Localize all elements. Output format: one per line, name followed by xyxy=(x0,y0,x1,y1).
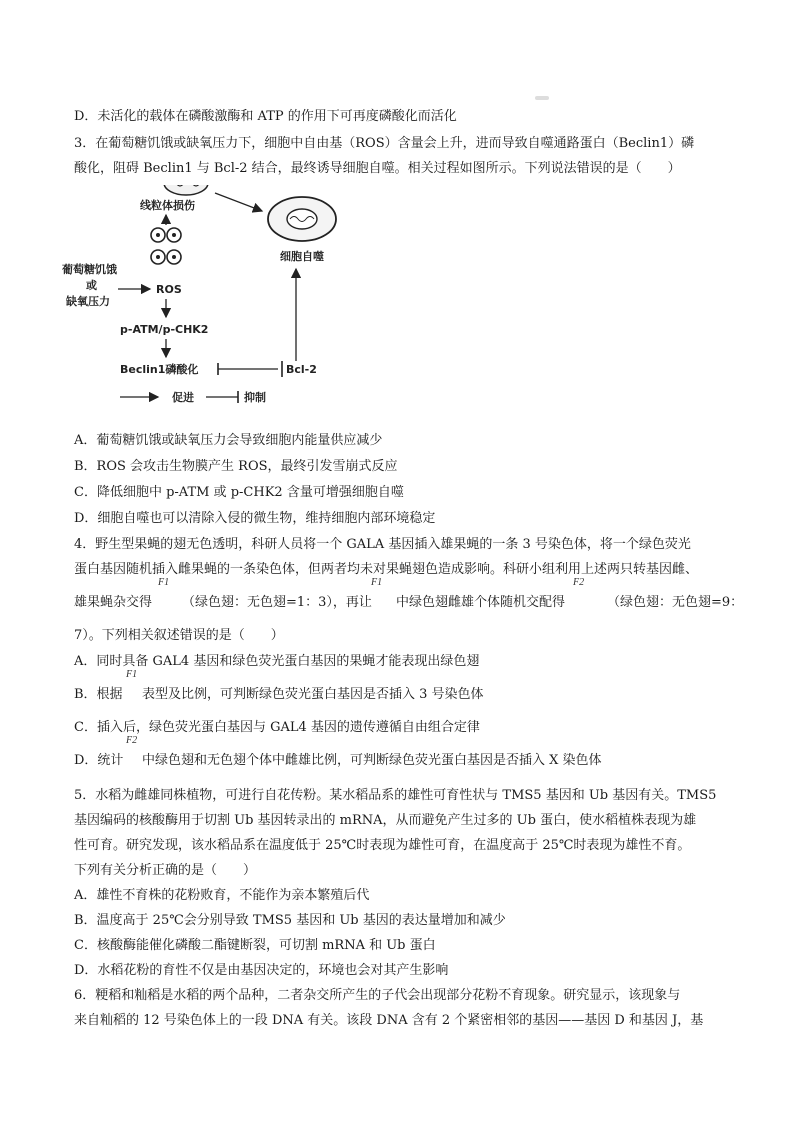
q4-stem-line1: 4．野生型果蝇的翅无色透明，科研人员将一个 GALA 基因插入雄果蝇的一条 3 号染色体，将一个绿色荧光 xyxy=(74,537,691,552)
q4-f2-label-2: F2 xyxy=(126,735,138,746)
ros-label: ROS xyxy=(156,283,182,296)
q4-stem-line4: 7）。下列相关叙述错误的是（ ） xyxy=(74,628,284,643)
beclin-label: Beclin1磷酸化 xyxy=(120,363,199,376)
q4-option-d-part2: 中绿色翅和无色翅个体中雌雄比例，可判断绿色荧光蛋白基因是否插入 X 染色体 xyxy=(142,753,602,768)
mito-damage-label: 线粒体损伤 xyxy=(140,199,195,212)
q2-option-d: D．未活化的载体在磷酸激酶和 ATP 的作用下可再度磷酸化而活化 xyxy=(74,109,457,124)
stress-label-line2: 或 xyxy=(86,279,97,292)
stress-label-line3: 缺氧压力 xyxy=(66,295,110,308)
q5-option-d: D．水稻花粉的育性不仅是由基因决定的，环境也会对其产生影响 xyxy=(74,963,449,978)
q4-stem-line3-part1: 雄果蝇杂交得 xyxy=(74,595,153,610)
q4-f1-label-2: F1 xyxy=(371,577,383,588)
ros-radical-icons xyxy=(151,228,181,264)
q4-option-c: C．插入后，绿色荧光蛋白基因与 GAL4 基因的遗传遵循自由组合定律 xyxy=(74,720,480,735)
q4-stem-line3-part4: （绿色翅：无色翅=9： xyxy=(607,595,744,610)
q4-option-b-part1: B．根据 xyxy=(74,687,123,702)
q5-stem-line2: 基因编码的核酸酶用于切割 Ub 基因转录出的 mRNA，从而避免产生过多的 Ub 蛋白，使水稻植株表现为雄 xyxy=(74,813,697,828)
q4-f1-label-1: F1 xyxy=(158,577,170,588)
q4-f2-label-1: F2 xyxy=(573,577,585,588)
q6-stem-line2: 来自籼稻的 12 号染色体上的一段 DNA 有关。该段 DNA 含有 2 个紧密相邻的基因——基因 D 和基因 J，基 xyxy=(74,1013,704,1028)
q5-stem-line3: 性可育。研究发现，该水稻品系在温度低于 25℃时表现为雄性可育，在温度高于 25℃时表现为雄性不育。 xyxy=(74,838,691,853)
q3-option-d: D．细胞自噬也可以清除入侵的微生物，维持细胞内部环境稳定 xyxy=(74,511,436,526)
q3-option-b: B．ROS 会攻击生物膜产生 ROS，最终引发雪崩式反应 xyxy=(74,459,398,474)
q3-option-c: C．降低细胞中 p-ATM 或 p-CHK2 含量可增强细胞自噬 xyxy=(74,485,404,500)
q3-stem-line2: 酸化，阻碍 Beclin1 与 Bcl-2 结合，最终诱导细胞自噬。相关过程如图所示。下列说法错误的是（ ） xyxy=(74,161,681,176)
q6-stem-line1: 6．粳稻和籼稻是水稻的两个品种，二者杂交所产生的子代会出现部分花粉不育现象。研究显示，该现象与 xyxy=(74,988,681,1003)
q5-option-a: A．雄性不育株的花粉败育，不能作为亲本繁殖后代 xyxy=(74,888,370,903)
q3-option-a: A．葡萄糖饥饿或缺氧压力会导致细胞内能量供应减少 xyxy=(74,433,383,448)
scan-smudge xyxy=(535,96,549,100)
q5-option-c: C．核酸酶能催化磷酸二酯键断裂，可切割 mRNA 和 Ub 蛋白 xyxy=(74,938,436,953)
mitochondrion-icon xyxy=(164,185,208,195)
legend-promote-label: 促进 xyxy=(172,391,194,404)
q4-option-b-part2: 表型及比例，可判断绿色荧光蛋白基因是否插入 3 号染色体 xyxy=(142,687,484,702)
q4-option-a: A．同时具备 GAL4 基因和绿色荧光蛋白基因的果蝇才能表现出绿色翅 xyxy=(74,654,480,669)
bcl2-label: Bcl-2 xyxy=(286,363,317,376)
autophagy-pathway-diagram xyxy=(60,185,340,410)
q3-stem-line1: 3．在葡萄糖饥饿或缺氧压力下，细胞中自由基（ROS）含量会上升，进而导致自噬通路蛋白（Beclin1）磷 xyxy=(74,136,695,151)
q4-stem-line3-part3: 中绿色翅雌雄个体随机交配得 xyxy=(396,595,566,610)
autophagy-cell-icon xyxy=(268,197,336,241)
patm-label: p-ATM/p-CHK2 xyxy=(120,323,209,336)
stress-label-line1: 葡萄糖饥饿 xyxy=(62,263,117,276)
q5-stem-line4: 下列有关分析正确的是（ ） xyxy=(74,863,257,878)
q4-stem-line2: 蛋白基因随机插入雌果蝇的一条染色体，但两者均未对果蝇翅色造成影响。科研小组利用上述两只转基因雌、 xyxy=(74,562,699,577)
arrow-mito-to-autophagy xyxy=(215,193,262,211)
q4-f1-label-3: F1 xyxy=(126,669,138,680)
q5-option-b: B．温度高于 25℃会分别导致 TMS5 基因和 Ub 基因的表达量增加和减少 xyxy=(74,913,506,928)
autophagy-label: 细胞自噬 xyxy=(280,250,324,263)
q4-stem-line3-part2: （绿色翅：无色翅=1：3），再让 xyxy=(182,595,372,610)
q4-option-d-part1: D．统计 xyxy=(74,753,124,768)
q5-stem-line1: 5．水稻为雌雄同株植物，可进行自花传粉。某水稻品系的雄性可育性状与 TMS5 基因和 Ub 基因有关。TMS5 xyxy=(74,788,717,803)
legend-inhibit-label: 抑制 xyxy=(244,391,266,404)
